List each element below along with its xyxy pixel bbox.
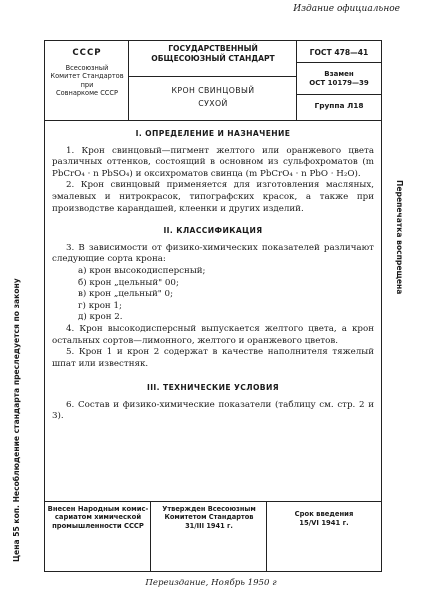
list-item: а) крон высокодисперсный; xyxy=(78,265,206,276)
list-item: б) крон „цельный" 00; xyxy=(78,277,179,288)
effective-date: Срок введения 15/VI 1941 г. xyxy=(294,510,354,527)
list-item: г) крон 1; xyxy=(78,300,122,311)
list-item: д) крон 2. xyxy=(78,312,123,323)
section-title-technical: III. ТЕХНИЧЕСКИЕ УСЛОВИЯ xyxy=(146,383,279,393)
paragraph-6: 6. Состав и физико-химические показатели (таблицу см. стр. 2 и 3). xyxy=(52,399,374,422)
section-title-classification: II. КЛАССИФИКАЦИЯ xyxy=(163,226,263,236)
reissue-note: Переиздание, Ноябрь 1950 г xyxy=(145,578,277,588)
paragraph-3: 3. В зависимости от физико-химических показателей различают следующие сорта крона: xyxy=(52,242,374,265)
header-right-divider-2 xyxy=(296,94,382,95)
paragraph-4: 4. Крон высокодисперсный выпускается желтого цвета, а крон остальных сортов—лимонного, желтого и оранжевого цветов. xyxy=(52,323,374,346)
gost-number: ГОСТ 478—41 xyxy=(309,48,369,57)
official-edition-note: Издание официальное xyxy=(293,4,400,14)
paragraph-1: 1. Крон свинцовый—пигмент желтого или оранжевого цвета различных оттенков, состоящий в основном из сульфохроматов (m PbCrO₄ · n PbSO₄) и оксихроматов свинца (m PbCrO₄ · n PbO · H₂O). xyxy=(52,145,374,179)
introduced-by: Внесен Народным комис- сариатом химической промышленности СССР xyxy=(47,505,149,530)
group-code: Группа Л18 xyxy=(314,101,364,110)
margin-price-law-note: Цена 55 коп. Несоблюдение стандарта преследуется по закону xyxy=(12,278,21,562)
document-body xyxy=(52,126,374,423)
product-name: КРОН СВИНЦОВЫЙ СУХОЙ xyxy=(171,86,255,108)
header-divider-left xyxy=(128,40,129,120)
footer-top-rule xyxy=(44,501,382,502)
paragraph-2: 2. Крон свинцовый применяется для изготовления масляных, эмалевых и нитрокрасок, типографских красок, а также при производстве карандашей, клеенки и других изделий. xyxy=(52,180,374,214)
header-mid-divider xyxy=(128,76,296,77)
list-item: в) крон „цельный" 0; xyxy=(78,289,173,300)
footer-divider-left xyxy=(150,501,151,572)
footer-divider-right xyxy=(266,501,267,572)
header-bottom-rule xyxy=(44,120,382,121)
margin-reprint-note: Перепечатка воспрещена xyxy=(395,180,404,295)
ussr-label: СССР xyxy=(72,48,102,58)
header-right-divider-1 xyxy=(296,62,382,63)
header-issuer xyxy=(46,42,128,98)
approved-by: Утвержден Всесоюзным Комитетом Стандартов 31/III 1941 г. xyxy=(162,505,256,530)
header-divider-right xyxy=(296,40,297,120)
committee-name: Всесоюзный Комитет Стандартов при Совнаркоме СССР xyxy=(50,64,124,98)
paragraph-5: 5. Крон 1 и крон 2 содержат в качестве наполнителя тяжелый шпат или известняк. xyxy=(52,347,374,369)
standard-title: ГОСУДАРСТВЕННЫЙ ОБЩЕСОЮЗНЫЙ СТАНДАРТ xyxy=(151,44,275,63)
replaces-standard: Взамен ОСТ 10179—39 xyxy=(309,70,369,87)
section-title-definition: I. ОПРЕДЕЛЕНИЕ И НАЗНАЧЕНИЕ xyxy=(135,129,291,138)
